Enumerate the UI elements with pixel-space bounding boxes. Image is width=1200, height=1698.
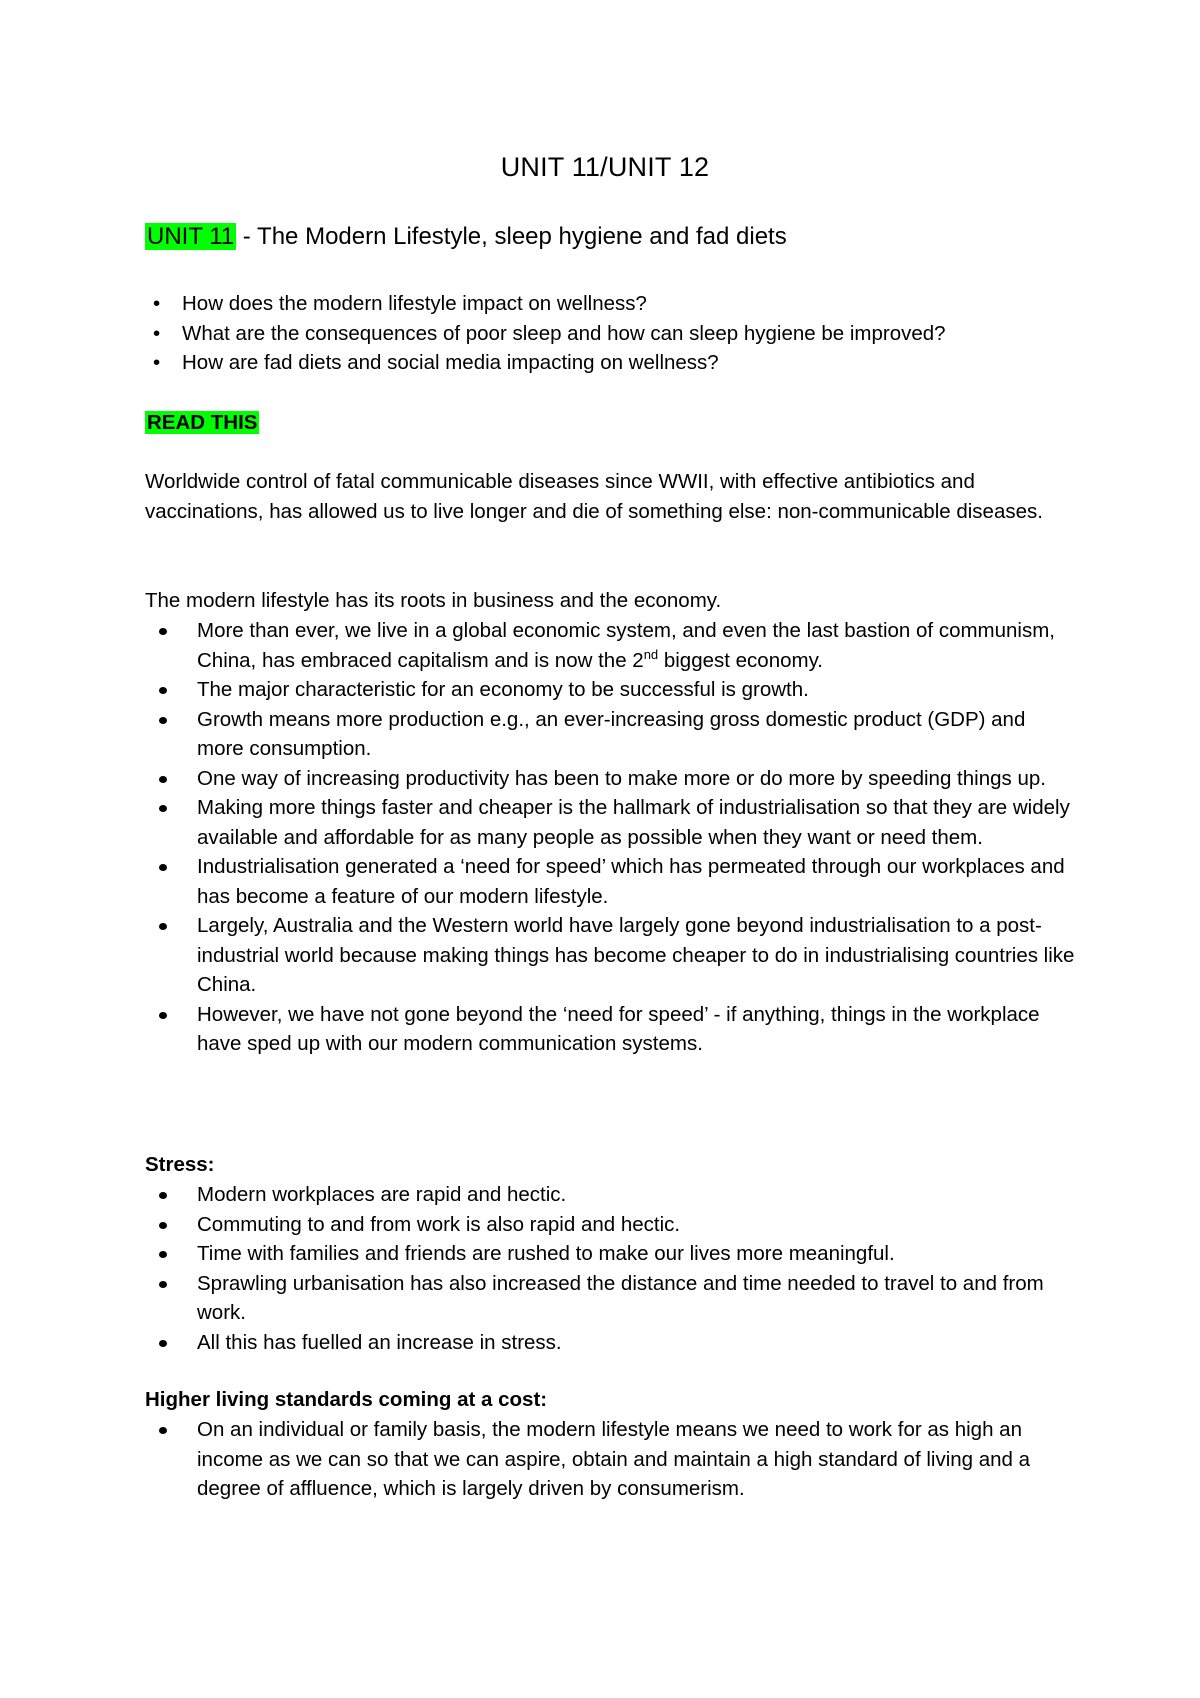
bullet-icon: [159, 1012, 167, 1019]
ordinal-superscript: nd: [643, 646, 659, 662]
list-item: [145, 675, 1075, 705]
list-item-text: Making more things faster and cheaper is the hallmark of industrialisation so that they are widely available and affordable for as many people as possible when they want or need them.: [197, 796, 1070, 849]
list-item-text: However, we have not gone beyond the ‘need for speed’ - if anything, things in the workplace have sped up with our modern communication systems.: [197, 1002, 1040, 1055]
list-item-text: [197, 619, 1055, 672]
list-item-text: Modern workplaces are rapid and hectic.: [197, 1183, 567, 1206]
list-item: [145, 705, 1075, 764]
list-item-text: One way of increasing productivity has been to make more or do more by speeding things up.: [197, 766, 1046, 790]
unit-heading-separator: -: [236, 223, 258, 250]
bullet-icon: •: [153, 321, 161, 345]
question-text: How does the modern lifestyle impact on wellness?: [182, 292, 647, 315]
bullet-icon: [159, 1251, 167, 1258]
lifestyle-paragraph: The modern lifestyle has its roots in business and the economy.: [145, 589, 722, 612]
question-item: [145, 319, 946, 349]
bullet-icon: [159, 687, 167, 694]
question-text: How are fad diets and social media impacting on wellness?: [182, 351, 719, 374]
bullet-icon: [159, 1427, 167, 1434]
bullet-icon: [159, 717, 167, 724]
questions-list: [145, 289, 946, 378]
list-item: [145, 1269, 1075, 1328]
list-item-text-part: More than ever, we live in a global economic system, and even the last bastion of communism, China, has embraced capitalism and is now the 2: [197, 619, 1056, 672]
list-item-text: Largely, Australia and the Western world have largely gone beyond industrialisation to a post-industrial world because making things has become cheaper to do in industrialising countries like China.: [197, 914, 1075, 996]
list-item-text: The major characteristic for an economy to be successful is growth.: [197, 678, 809, 701]
bullet-icon: [159, 776, 167, 783]
list-item-text: Time with families and friends are rushed to make our lives more meaningful.: [197, 1242, 895, 1265]
bullet-icon: [159, 1222, 167, 1229]
list-item: [145, 1210, 1075, 1240]
list-item: [145, 793, 1075, 852]
intro-paragraph: Worldwide control of fatal communicable diseases since WWII, with effective antibiotics and vaccinations, has allowed us to live longer and die of something else: non-communicable diseases.: [145, 470, 1043, 523]
read-this-highlight: READ THIS: [147, 411, 258, 434]
list-item: [145, 1239, 1075, 1269]
read-this-label: [145, 408, 259, 437]
unit-heading: [145, 220, 787, 254]
list-item: [145, 911, 1075, 1000]
bullet-icon: •: [153, 292, 161, 315]
bullet-icon: [159, 1281, 167, 1288]
list-item: [145, 616, 1075, 675]
list-item-text: Industrialisation generated a ‘need for speed’ which has permeated through our workplaces and has become a feature of our modern lifestyle.: [197, 855, 1065, 908]
question-item: [145, 289, 946, 319]
list-item: [145, 1180, 1075, 1210]
list-item-text: All this has fuelled an increase in stress.: [197, 1330, 562, 1354]
list-item: [145, 1328, 1075, 1358]
stress-heading: Stress:: [145, 1153, 215, 1176]
page-title: UNIT 11/UNIT 12: [500, 152, 710, 182]
unit-label-highlight: UNIT 11: [147, 223, 235, 250]
bullet-icon: [159, 628, 167, 635]
list-item-text: Sprawling urbanisation has also increased the distance and time needed to travel to and from work.: [197, 1271, 1044, 1324]
list-item-text-part: biggest economy.: [658, 648, 824, 672]
list-item: [145, 764, 1075, 794]
list-item-text: Growth means more production e.g., an ever-increasing gross domestic product (GDP) and more consumption.: [197, 707, 1026, 760]
list-item: [145, 1415, 1075, 1504]
question-item: [145, 348, 946, 378]
bullet-icon: [159, 1192, 167, 1199]
living-standards-heading: Higher living standards coming at a cost:: [145, 1388, 548, 1411]
question-text: What are the consequences of poor sleep and how can sleep hygiene be improved?: [182, 321, 946, 345]
bullet-icon: •: [153, 351, 161, 374]
economy-list: [145, 616, 1075, 1059]
list-item: [145, 1000, 1075, 1059]
stress-list: [145, 1180, 1075, 1357]
unit-heading-text: The Modern Lifestyle, sleep hygiene and fad diets: [257, 223, 787, 250]
list-item-text: On an individual or family basis, the modern lifestyle means we need to work for as high an income as we can so that we can aspire, obtain and maintain a high standard of living and a degree of affluence, which is largely driven by consumerism.: [197, 1418, 1031, 1500]
bullet-icon: [159, 923, 167, 930]
list-item-text: Commuting to and from work is also rapid and hectic.: [197, 1212, 681, 1236]
living-standards-list: [145, 1415, 1075, 1504]
bullet-icon: [159, 805, 167, 812]
list-item: [145, 852, 1075, 911]
bullet-icon: [159, 864, 167, 871]
bullet-icon: [159, 1340, 167, 1347]
